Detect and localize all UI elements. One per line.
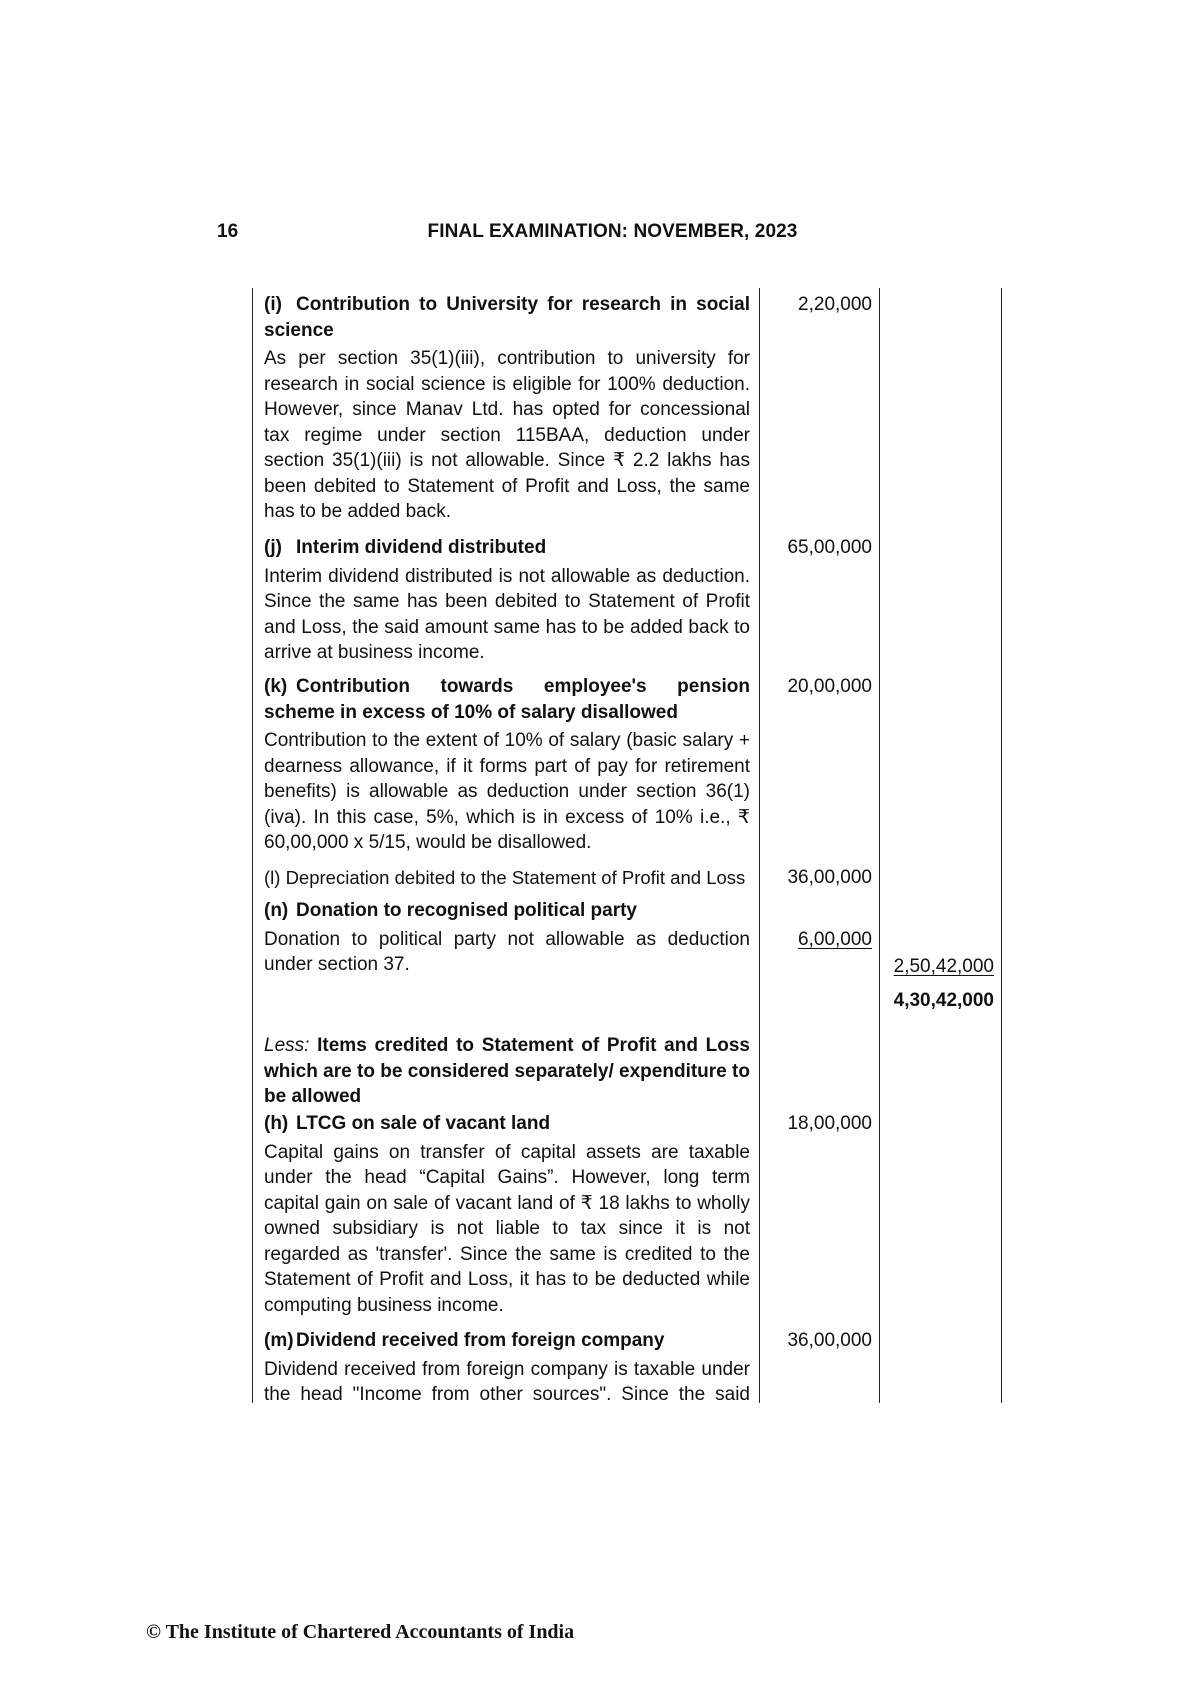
- item-text: As per section 35(1)(iii), contribution to university for research in social science is eligible for 100% deduction. However, since Manav Ltd. has opted for concessional tax regime under section 115BAA, deduction under section 35(1)(iii) is not allowable. Since ₹ 2.2 lakhs has been debited to Statement of Profit and Loss, the same has to be added back.: [264, 348, 750, 522]
- footer-copyright: © The Institute of Chartered Accountants of India: [146, 1621, 575, 1643]
- item-heading: (k) Contribution towards employee's pension scheme in excess of 10% of salary disallowed: [264, 676, 750, 723]
- grand-total: 4,30,42,000: [893, 990, 994, 1011]
- item-amount: 18,00,000: [787, 1113, 872, 1134]
- page-title: FINAL EXAMINATION: NOVEMBER, 2023: [427, 221, 798, 242]
- item-heading: (m) Dividend received from foreign company: [264, 1330, 665, 1351]
- item-amount: 65,00,000: [787, 537, 872, 558]
- item-text: (l) Depreciation debited to the Statement of Profit and Loss: [264, 867, 746, 888]
- item-amount: 6,00,000: [798, 929, 872, 950]
- less-heading: Less: Items credited to Statement of Profit and Loss which are to be considered separately/ expenditure to be allowed: [264, 1035, 751, 1107]
- page-number: 16: [217, 221, 239, 242]
- item-amount: 36,00,000: [787, 867, 872, 888]
- item-amount: 20,00,000: [787, 676, 872, 697]
- item-text: Capital gains on transfer of capital assets are taxable under the head “Capital Gains”. However, long term capital gain on sale of vacant land of ₹ 18 lakhs to wholly owned subsidiary is not liable to tax since it is not regarded as 'transfer'. Since the same is credited to the Statement of Profit and Loss, it has to be deducted while computing business income.: [264, 1141, 750, 1316]
- item-text: Donation to political party not allowable as deduction under section 37.: [264, 928, 750, 975]
- column-rule: [252, 288, 253, 1403]
- item-amount: 36,00,000: [787, 1330, 872, 1351]
- computation-table: [252, 288, 1003, 1403]
- item-text: Interim dividend distributed is not allowable as deduction. Since the same has been debited to Statement of Profit and Loss, the said amount same has to be added back to arrive at business income.: [264, 565, 750, 663]
- item-text: Dividend received from foreign company is taxable under the head "Income from other sources". Since the said: [264, 1358, 750, 1405]
- item-amount: 2,20,000: [798, 294, 872, 315]
- column-rule: [879, 288, 880, 1403]
- item-heading: (h) LTCG on sale of vacant land: [264, 1113, 551, 1134]
- item-heading: (j) Interim dividend distributed: [264, 537, 547, 558]
- item-text: Contribution to the extent of 10% of salary (basic salary + dearness allowance, if it forms part of pay for retirement benefits) is allowable as deduction under section 36(1)(iva). In this case, 5%, which is in excess of 10% i.e., ₹ 60,00,000 x 5/15, would be disallowed.: [264, 730, 750, 853]
- subtotal: 2,50,42,000: [893, 956, 994, 977]
- item-heading: (n) Donation to recognised political party: [264, 900, 637, 921]
- column-rule: [759, 288, 760, 1403]
- column-rule: [1001, 288, 1002, 1403]
- item-heading: (i) Contribution to University for research in social science: [264, 294, 750, 341]
